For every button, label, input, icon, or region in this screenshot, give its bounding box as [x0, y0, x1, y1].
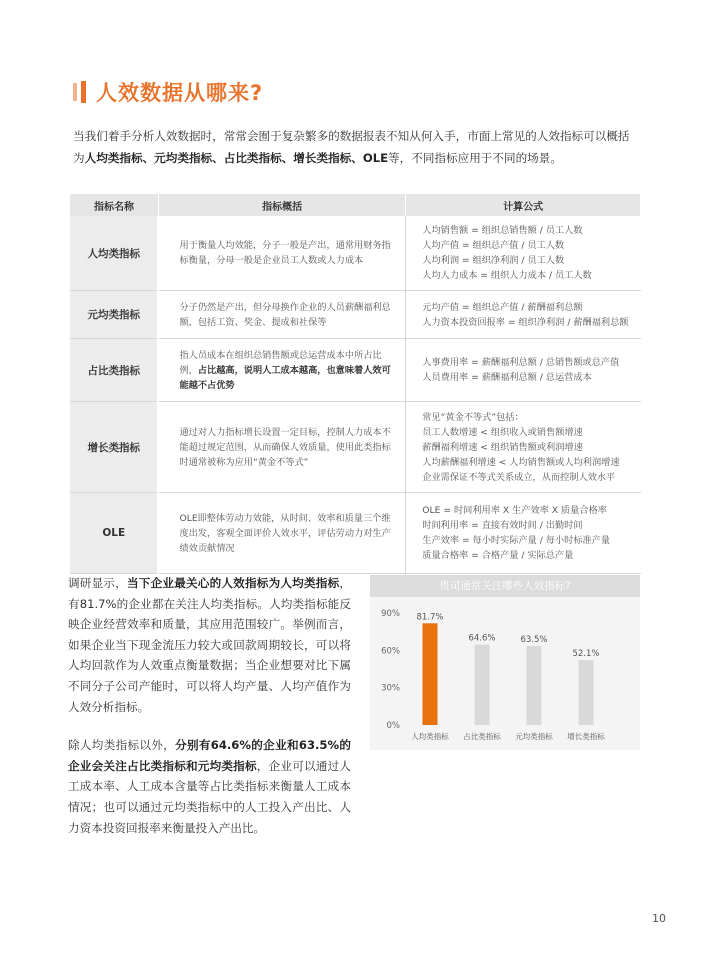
text-span: ，企业可以通过人工成本率、人工成本含量等占比类指标来衡量人工成本情况；也可以通过元均类指标中的人工投入产出比、人力资本投资回报率来衡量投入产出比。	[68, 758, 351, 835]
analysis-paragraph-2	[68, 735, 351, 838]
formula-line: 时间利用率 = 直接有效时间 / 出勤时间	[422, 520, 583, 531]
formula-line: 人均利润 = 组织净利润 / 员工人数	[422, 255, 565, 266]
formula-line: 人均人力成本 = 组织人力成本 / 员工人数	[422, 270, 592, 281]
summary-text: 通过对人力指标增长设置一定目标，控制人力成本不能超过规定范围，从而确保人效质量，使用此类指标时通常被称为应用“黄金不等式”	[179, 426, 391, 468]
formula-line: 薪酬福利增速 < 组织销售额或利润增速	[422, 441, 583, 453]
formula-line: 人事费用率 = 薪酬福利总额 / 总销售额或总产值	[422, 357, 620, 368]
intro-bold-text: 人均类指标、元均类指标、占比类指标、增长类指标、OLE	[84, 151, 389, 165]
analysis-paragraph-1	[68, 573, 351, 717]
y-tick-label: 30%	[381, 683, 400, 694]
text-span: ，有81.7%的企业都在关注人均类指标。人均类指标能反映企业经营效率和质量，其应用范围较广。举例而言，如果企业当下现金流压力较大或回款周期较长，可以将人均回款作为人效重点衡量数据；当企业想要对比下属不同分子公司产能时，可以将人均产量、人均产值作为人效分析指标。	[68, 576, 351, 714]
bold-span: 分别有64.6%的企业和63.5%的企业会关注占比类指标和元均类指标	[68, 738, 351, 773]
header-formula: 计算公式	[406, 194, 641, 216]
metric-summary-cell	[158, 216, 405, 291]
metric-summary-cell	[158, 402, 405, 493]
table-row	[70, 339, 641, 402]
bar-value-label: 81.7%	[416, 612, 444, 623]
metrics-table	[70, 194, 641, 574]
bar	[527, 646, 542, 725]
page-number: 10	[652, 912, 666, 925]
heading-accent-bar	[73, 83, 77, 101]
table-header-row	[70, 194, 641, 216]
metric-formula-cell	[406, 402, 641, 493]
formula-line: 常见“黄金不等式”包括：	[422, 411, 524, 423]
bold-span: 当下企业最关心的人效指标为人均类指标	[127, 576, 340, 590]
summary-text: 用于衡量人均效能，分子一般是产出，通常用财务指标衡量，分母一般是企业员工人数或人力成本	[179, 240, 391, 266]
metric-formula-cell	[406, 291, 641, 339]
text-span: 调研显示，	[68, 576, 127, 590]
bar	[579, 660, 594, 725]
bar-value-label: 63.5%	[520, 634, 548, 645]
bar-chart	[370, 575, 640, 750]
chart-title: 贵司通常关注哪些人效指标?	[370, 575, 640, 597]
y-tick-label: 0%	[386, 721, 400, 731]
bar	[423, 623, 438, 725]
metric-name-cell: 占比类指标	[70, 339, 158, 402]
bar-value-label: 64.6%	[468, 633, 496, 644]
intro-paragraph	[73, 125, 633, 169]
summary-text: 分子仍然是产出，但分母换作企业的人员薪酬福利总额，包括工资、奖金、提成和社保等	[179, 301, 391, 328]
metric-formula-cell	[406, 339, 641, 402]
summary-text: OLE即整体劳动力效能，从时间、效率和质量三个维度出发，客观全面评价人效水平，评估劳动力对生产绩效贡献情况	[179, 512, 391, 554]
bar-value-label: 52.1%	[572, 649, 600, 660]
metric-summary-cell	[158, 291, 405, 339]
x-tick-label: 人均类指标	[411, 732, 449, 741]
x-tick-label: 元均类指标	[515, 732, 553, 741]
metric-name-cell: OLE	[70, 493, 158, 574]
formula-line: 生产效率 = 每小时实际产量 / 每小时标准产量	[422, 535, 611, 546]
metric-name-cell: 元均类指标	[70, 291, 158, 339]
x-tick-label: 增长类指标	[567, 732, 605, 741]
table-row	[70, 216, 641, 291]
metric-name-cell: 增长类指标	[70, 402, 158, 493]
metric-summary-cell	[158, 339, 405, 402]
formula-line: 人均产值 = 组织总产值 / 员工人数	[422, 240, 565, 251]
heading-accent-bar	[81, 81, 86, 103]
formula-line: 人均销售额 = 组织总销售额 / 员工人数	[422, 225, 583, 236]
text-span: 除人均类指标以外，	[68, 738, 176, 753]
formula-line: 企业需保证不等式关系成立，从而控制人效水平	[422, 471, 616, 483]
summary-bold-text: 占比越高，说明人工成本越高，也意味着人效可能越不占优势	[179, 364, 391, 391]
table-row	[70, 291, 641, 339]
metric-summary-cell	[158, 493, 405, 574]
table-row	[70, 493, 641, 574]
formula-line: 人均薪酬福利增速 < 人均销售额或人均利润增速	[422, 456, 620, 468]
metric-formula-cell	[406, 216, 641, 291]
formula-line: 元均产值 = 组织总产值 / 薪酬福利总额	[422, 301, 583, 313]
table-row	[70, 402, 641, 493]
metric-formula-cell	[406, 493, 641, 574]
chart-plot	[370, 597, 640, 750]
header-summary: 指标概括	[158, 194, 405, 216]
header-metric-name: 指标名称	[70, 194, 158, 216]
y-tick-label: 90%	[381, 609, 400, 619]
formula-line: 人力资本投资回报率 = 组织净利润 / 薪酬福利总额	[422, 316, 629, 328]
y-tick-label: 60%	[381, 646, 400, 657]
bar	[475, 645, 490, 725]
formula-line: 人员费用率 = 薪酬福利总额 / 总运营成本	[422, 372, 592, 383]
section-heading	[73, 78, 263, 106]
page-title: 人效数据从哪来?	[96, 81, 264, 105]
formula-line: 质量合格率 = 合格产量 / 实际总产量	[422, 550, 574, 561]
formula-line: OLE = 时间利用率 X 生产效率 X 质量合格率	[422, 505, 607, 516]
formula-line: 员工人数增速 < 组织收入或销售额增速	[422, 426, 583, 438]
summary-text: 指人员成本在组织总销售额或总运营成本中所占比例，	[179, 349, 382, 376]
intro-text-end: 等，不同指标应用于不同的场景。	[388, 151, 562, 165]
intro-text: 当我们着手分析人效数据时，常常会囿于复杂繁多的数据报表不知从何入手，市面上常见的人效指标可以概括为	[73, 129, 630, 165]
analysis-text	[68, 573, 351, 856]
x-tick-label: 占比类指标	[463, 732, 501, 741]
metric-name-cell: 人均类指标	[70, 216, 158, 291]
